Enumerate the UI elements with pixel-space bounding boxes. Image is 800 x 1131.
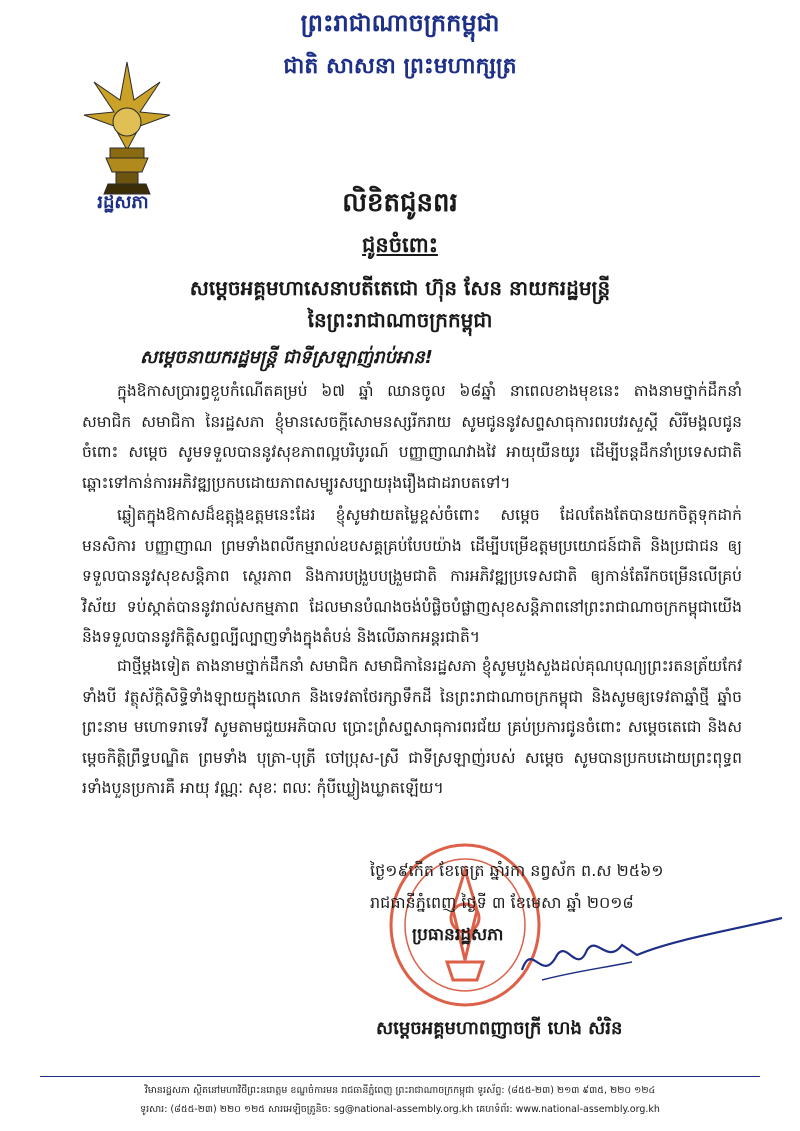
recipient-name: សម្តេចអគ្គមហាសេនាបតីតេជោ ហ៊ុន សែន នាយករដ្ឋមន្ត្រី — [189, 276, 611, 300]
paragraph-3 — [82, 651, 742, 804]
recipient-label: ជូនចំពោះ — [362, 233, 438, 257]
signature — [372, 910, 792, 1030]
footer-address: វិមានរដ្ឋសភា ស្ថិតនៅមហាវិថីព្រះនរោត្តម ខណ្ឌចំការមន រាជធានីភ្នំពេញ ព្រះរាជាណាចក្រកម្ពុជា ទូរស័ព្ទ: (៨៥៥-២៣) ២១៣ ៩៣៥, ២២០ ១២៤ — [144, 1085, 656, 1096]
paragraph-1-text: ក្នុងឱកាសប្រារព្ធខួបកំណើតគម្រប់ ៦៧ ឆ្នាំ ឈានចូល ៦៨ឆ្នាំ នាពេលខាងមុខនេះ តាងនាមថ្នាក់ដឹកនាំ សមាជិក សមាជិកា នៃរដ្ឋសភា ខ្ញុំមានសេចក្តីសោមនស្សរីករាយ សូមជូននូវសព្ទសាធុការពរបវរសួស្តី សិរីមង្គលជូនចំពោះ សម្តេច សូមទទួលបាននូវសុខភាពល្អបរិបូរណ៍ បញ្ញាញាណវាងវៃ អាយុយឺនយូរ ដើម្បីបន្តដឹកនាំប្រទេសជាតិឆ្ពោះទៅកាន់ការអភិវឌ្ឍប្រកបដោយភាពសម្បូរសប្បាយរុងរឿងជាដរាបតទៅ។ — [82, 382, 742, 492]
salutation: សម្តេចនាយករដ្ឋមន្ត្រី ជាទីស្រឡាញ់រាប់អាន! — [140, 347, 433, 368]
footer-divider — [40, 1076, 760, 1077]
document-title: លិខិតជូនពរ — [342, 188, 458, 218]
footer-contact: ទូរសារ: (៨៥៥-២៣) ២២០ ១២៥ សារអេឡិចត្រូនិច: sg@national-assembly.org.kh គេហទំព័រ: www.national-assembly.org.kh — [140, 1104, 660, 1115]
recipient-affiliation: នៃព្រះរាជាណាចក្រកម្ពុជា — [307, 308, 493, 332]
signatory-name: សម្តេចអគ្គមហាពញាចក្រី ហេង សំរិន — [376, 1018, 623, 1039]
kingdom-heading: ព្រះរាជាណាចក្រកម្ពុជា — [300, 9, 500, 37]
institution-name: រដ្ឋសភា — [97, 192, 149, 213]
national-motto: ជាតិ សាសនា ព្រះមហាក្សត្រ — [283, 54, 517, 79]
date-lunar: ថ្ងៃ១៩កើត ខែចេត្រ ឆ្នាំរកា នព្វស័ក ព.ស ២៥៦១ — [370, 861, 664, 880]
date-solar: រាជធានីភ្នំពេញ ថ្ងៃទី ៣ ខែមេសា ឆ្នាំ ២០១៨ — [370, 893, 634, 912]
paragraph-2-text: ឆ្លៀតក្នុងឱកាសដ៏ឧត្តុង្គឧត្តមនេះដែរ ខ្ញុំសូមវាយតម្លៃខ្ពស់ចំពោះ សម្តេច ដែលតែងតែបានយកចិត្តទុកដាក់ មនសិការ បញ្ញាញាណ ព្រមទាំងពលីកម្មរាល់ឧបសគ្គគ្រប់បែបយ៉ាង ដើម្បីបម្រើឧត្តមប្រយោជន៍ជាតិ និងប្រជាជន ឲ្យទទួលបាននូវសុខសន្តិភាព ស្ថេរភាព និងការបង្រួបបង្រួមជាតិ ការអភិវឌ្ឍប្រទេសជាតិ ឲ្យកាន់តែរីកចម្រើនលើគ្រប់វិស័យ ទប់ស្កាត់បាននូវរាល់សកម្មភាព ដែលមានបំណងចង់បំផ្លិចបំផ្លាញសុខសន្តិភាពនៅព្រះរាជាណាចក្រកម្ពុជាយើង និងទទួលបាននូវកិត្តិសព្ទល្បីល្បាញទាំងក្នុងតំបន់ និងលើឆាកអន្តរជាតិ។ — [82, 506, 742, 646]
paragraph-1 — [82, 376, 742, 498]
paragraph-3-text: ជាថ្មីម្តងទៀត តាងនាមថ្នាក់ដឹកនាំ សមាជិក សមាជិកានៃរដ្ឋសភា ខ្ញុំសូមបួងសួងដល់គុណបុណ្យព្រះរតនត្រ័យកែវទាំងបី វត្ថុស័ក្តិសិទ្ធិទាំងឡាយក្នុងលោក និងទេវតាថែរក្សាទឹកដី នៃព្រះរាជាណាចក្រកម្ពុជា និងសូមឲ្យទេវតាឆ្នាំថ្មី ឆ្នាំច ព្រះនាម មហោទរាទេវី សូមតាមជួយអភិបាល ប្រោះព្រំសព្ទសាធុការពរជ័យ គ្រប់ប្រការជូនចំពោះ សម្តេចតេជោ និងសម្តេចកិត្តិព្រឹទ្ធបណ្ឌិត ព្រមទាំង បុត្រា-បុត្រី ចៅប្រុស-ស្រី ជាទីស្រឡាញ់របស់ សម្តេច សូមបានប្រកបដោយព្រះពុទ្ធពរទាំងបួនប្រការគឺ អាយុ វណ្ណៈ សុខៈ ពលៈ កុំបីឃ្លៀងឃ្លាតឡើយ។ — [82, 657, 742, 797]
paragraph-2 — [82, 500, 742, 653]
national-assembly-emblem — [82, 60, 172, 200]
signatory-title: ប្រធានរដ្ឋសភា — [412, 925, 504, 945]
